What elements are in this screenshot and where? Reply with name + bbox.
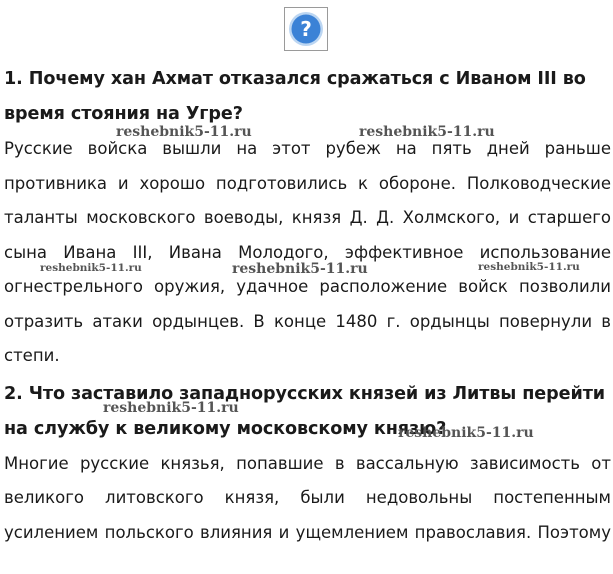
watermark: reshebnik5-11.ru [478, 261, 580, 273]
qa-content [4, 62, 611, 550]
question-mark-icon [288, 11, 324, 47]
question-mark-glyph: ? [300, 17, 312, 41]
watermark: reshebnik5-11.ru [103, 400, 239, 416]
answer-1-text: Русские войска вышли на этот рубеж на пять дней раньше противника и хорошо подготовились к обороне. Полководческие таланты московского воеводы, князя Д. Д. Холмского, и старшего сына Ивана III, Ивана Молодого, эффективное использование огнестрельного оружия, удачное расположение войск позволили отразить атаки ордынцев. В конце 1480 г. ордынцы повернули в степи. [4, 139, 611, 365]
watermark: reshebnik5-11.ru [398, 425, 534, 441]
watermark: reshebnik5-11.ru [359, 124, 495, 140]
watermark: reshebnik5-11.ru [232, 261, 368, 277]
watermark: reshebnik5-11.ru [40, 262, 142, 274]
help-button[interactable] [284, 7, 328, 51]
watermark: reshebnik5-11.ru [116, 124, 252, 140]
answer-2-text: Многие русские князья, попавшие в вассальную зависимость от великого литовского князя, были недовольны постепенным усилением польского влияния и ущемлением православия. Поэтому [4, 453, 611, 542]
question-2-title: 2. Что заставило западнорусских князей из Литвы перейти на службу к великому московскому князю? [4, 383, 606, 439]
question-1-title: 1. Почему хан Ахмат отказался сражаться с Иваном III во время стояния на Угре? [4, 69, 586, 124]
